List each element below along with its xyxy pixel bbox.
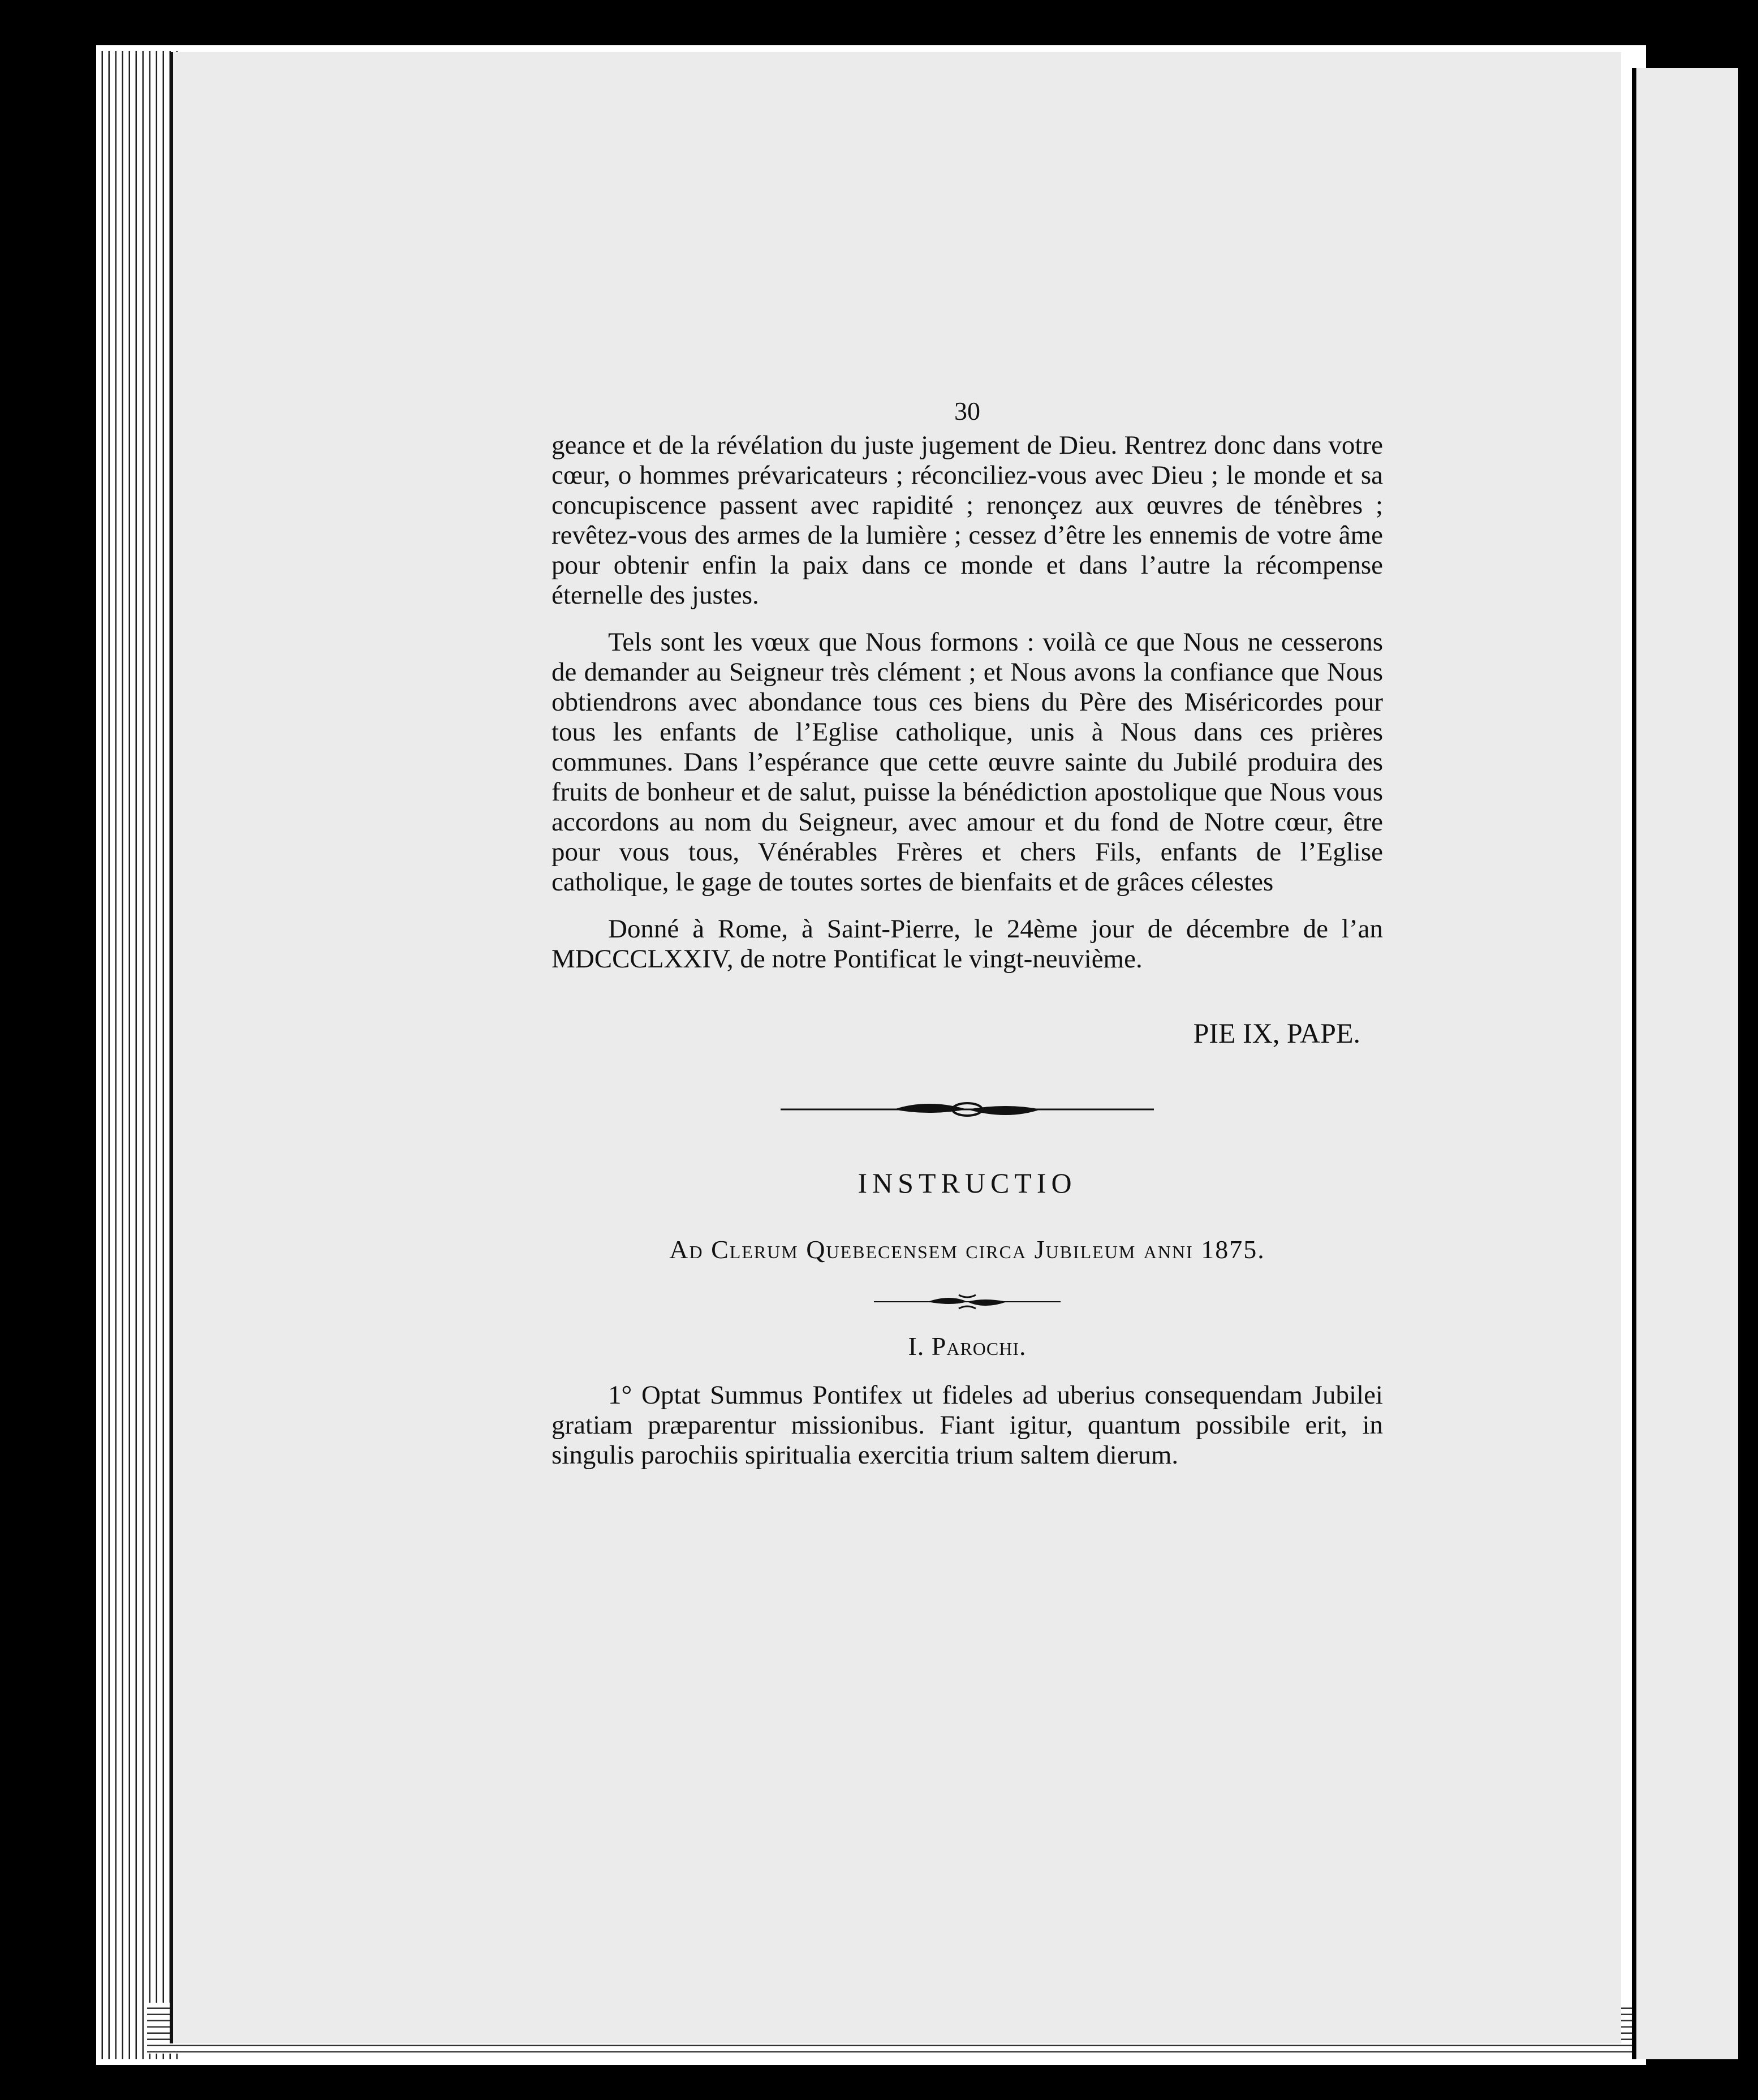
paragraph-exhortation: geance et de la révélation du juste jugement de Dieu. Rentrez donc dans votre cœur, o hommes prévaricateurs ; réconciliez-vous avec Dieu ; le monde et sa concupiscence passent avec rapidité ; renonçez aux œuvres de ténèbres ; revêtez-vous des armes de la lumière ; cessez d’être les ennemis de votre âme pour obtenir enfin la paix dans ce monde et dans l’autre la récompense éternelle des justes. — [551, 431, 1383, 610]
small-ornament-icon — [874, 1293, 1061, 1311]
page-edges-left — [96, 51, 181, 2059]
section-subheading: Ad Clerum Quebecensem circa Jubileum anni 1875. — [669, 1235, 1265, 1264]
paragraph-instruction-1: 1° Optat Summus Pontifex ut fideles ad uberius consequendam Jubilei gratiam præparentur missionibus. Fiant igitur, quantum possibile erit, in singulis parochiis spiritualia exercitia trium saltem dierum. — [551, 1380, 1383, 1470]
ornamental-rule-icon — [781, 1098, 1154, 1121]
papal-signature: PIE IX, PAPE. — [1193, 1017, 1360, 1049]
page-text — [551, 396, 1383, 1487]
paragraph-dating: Donné à Rome, à Saint-Pierre, le 24ème jour de décembre de l’an MDCCCLXXIV, de notre Pontificat le vingt-neuvième. — [551, 914, 1383, 974]
section-heading: INSTRUCTIO — [858, 1167, 1077, 1199]
subsection-title: I. Parochi. — [908, 1332, 1027, 1361]
facing-page-edge — [1632, 68, 1738, 2059]
page-number: 30 — [954, 397, 980, 425]
paragraph-blessing: Tels sont les vœux que Nous formons : voilà ce que Nous ne cesserons de demander au Seigneur très clément ; et Nous avons la confiance que Nous obtiendrons avec abondance tous ces biens du Père des Miséricordes pour tous les enfants de l’Eglise catholique, unis à Nous dans ces prières communes. Dans l’espérance que cette œuvre sainte du Jubilé produira des fruits de bonheur et de salut, puisse la bénédiction apostolique que Nous vous accordons au nom du Seigneur, avec amour et du fond de Notre cœur, être pour vous tous, Vénérables Frères et chers Fils, enfants de l’Eglise catholique, le gage de toutes sortes de bienfaits et de grâces célestes — [551, 627, 1383, 897]
